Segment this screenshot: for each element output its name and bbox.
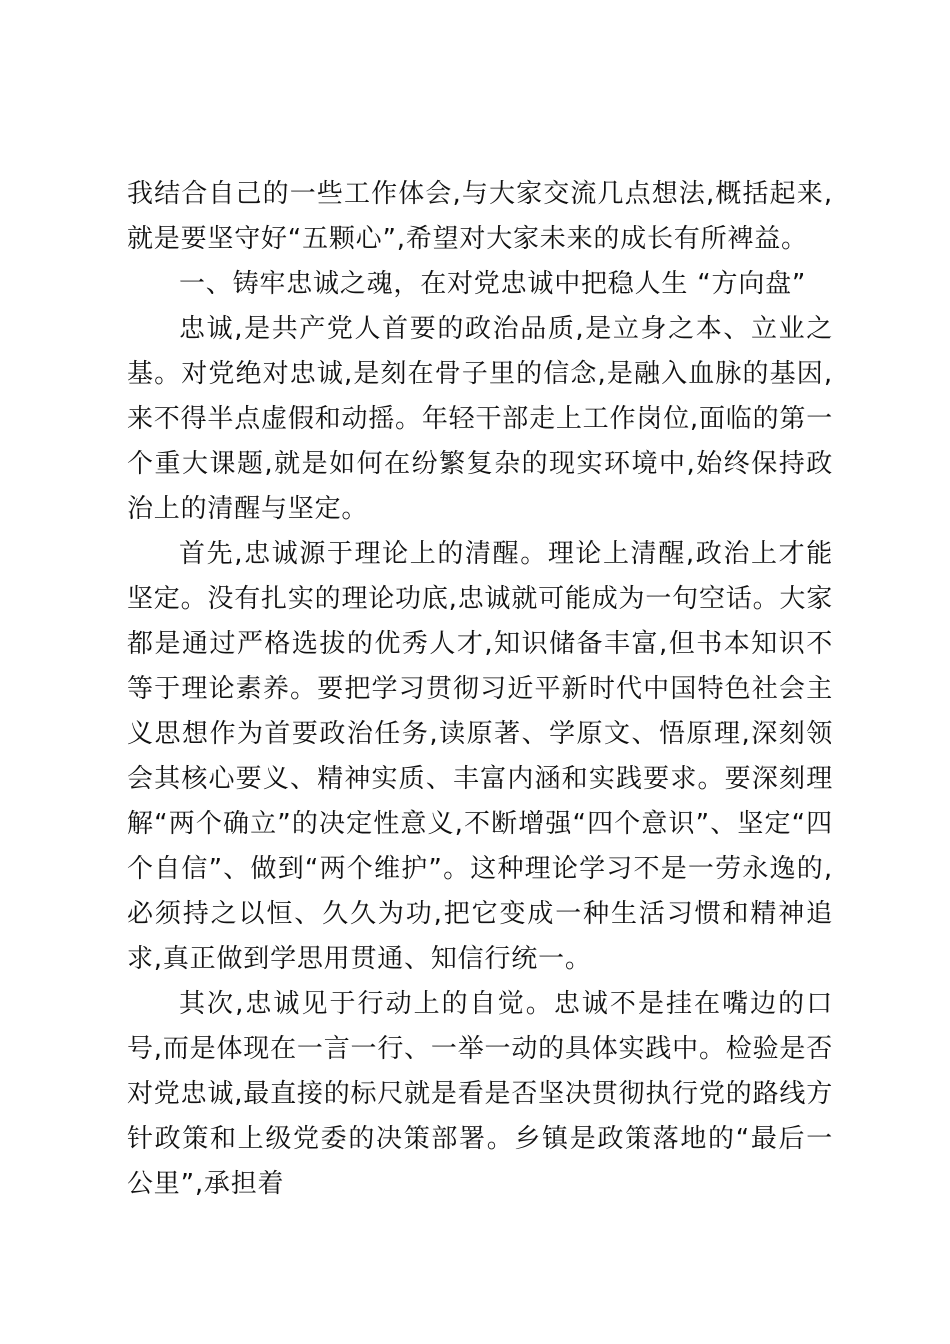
- paragraph-loyalty-definition: 忠诚,是共产党人首要的政治品质,是立身之本、立业之基。对党绝对忠诚,是刻在骨子里的信念,是融入血脉的基因,来不得半点虚假和动摇。年轻干部走上工作岗位,面临的第一个重大课题,就是如何在纷繁复杂的现实环境中,始终保持政治上的清醒与坚定。: [127, 314, 833, 524]
- paragraph-intro: 我结合自己的一些工作体会,与大家交流几点想法,概括起来,就是要坚守好“五颗心”,希望对大家未来的成长有所裨益。: [127, 179, 833, 254]
- section-heading-loyalty: 一、铸牢忠诚之魂，在对党忠诚中把稳人生 “方向盘”: [179, 269, 807, 299]
- paragraph-action: 其次,忠诚见于行动上的自觉。忠诚不是挂在嘴边的口号,而是体现在一言一行、一举一动的具体实践中。检验是否对党忠诚,最直接的标尺就是看是否坚决贯彻执行党的路线方针政策和上级党委的决策部署。乡镇是政策落地的“最后一公里”,承担着: [127, 989, 833, 1199]
- document-body: [127, 172, 833, 1207]
- paragraph-theory: 首先,忠诚源于理论上的清醒。理论上清醒,政治上才能坚定。没有扎实的理论功底,忠诚就可能成为一句空话。大家都是通过严格选拔的优秀人才,知识储备丰富,但书本知识不等于理论素养。要把学习贯彻习近平新时代中国特色社会主义思想作为首要政治任务,读原著、学原文、悟原理,深刻领会其核心要义、精神实质、丰富内涵和实践要求。要深刻理解“两个确立”的决定性意义,不断增强“四个意识”、坚定“四个自信”、做到“两个维护”。这种理论学习不是一劳永逸的,必须持之以恒、久久为功,把它变成一种生活习惯和精神追求,真正做到学思用贯通、知信行统一。: [127, 539, 833, 974]
